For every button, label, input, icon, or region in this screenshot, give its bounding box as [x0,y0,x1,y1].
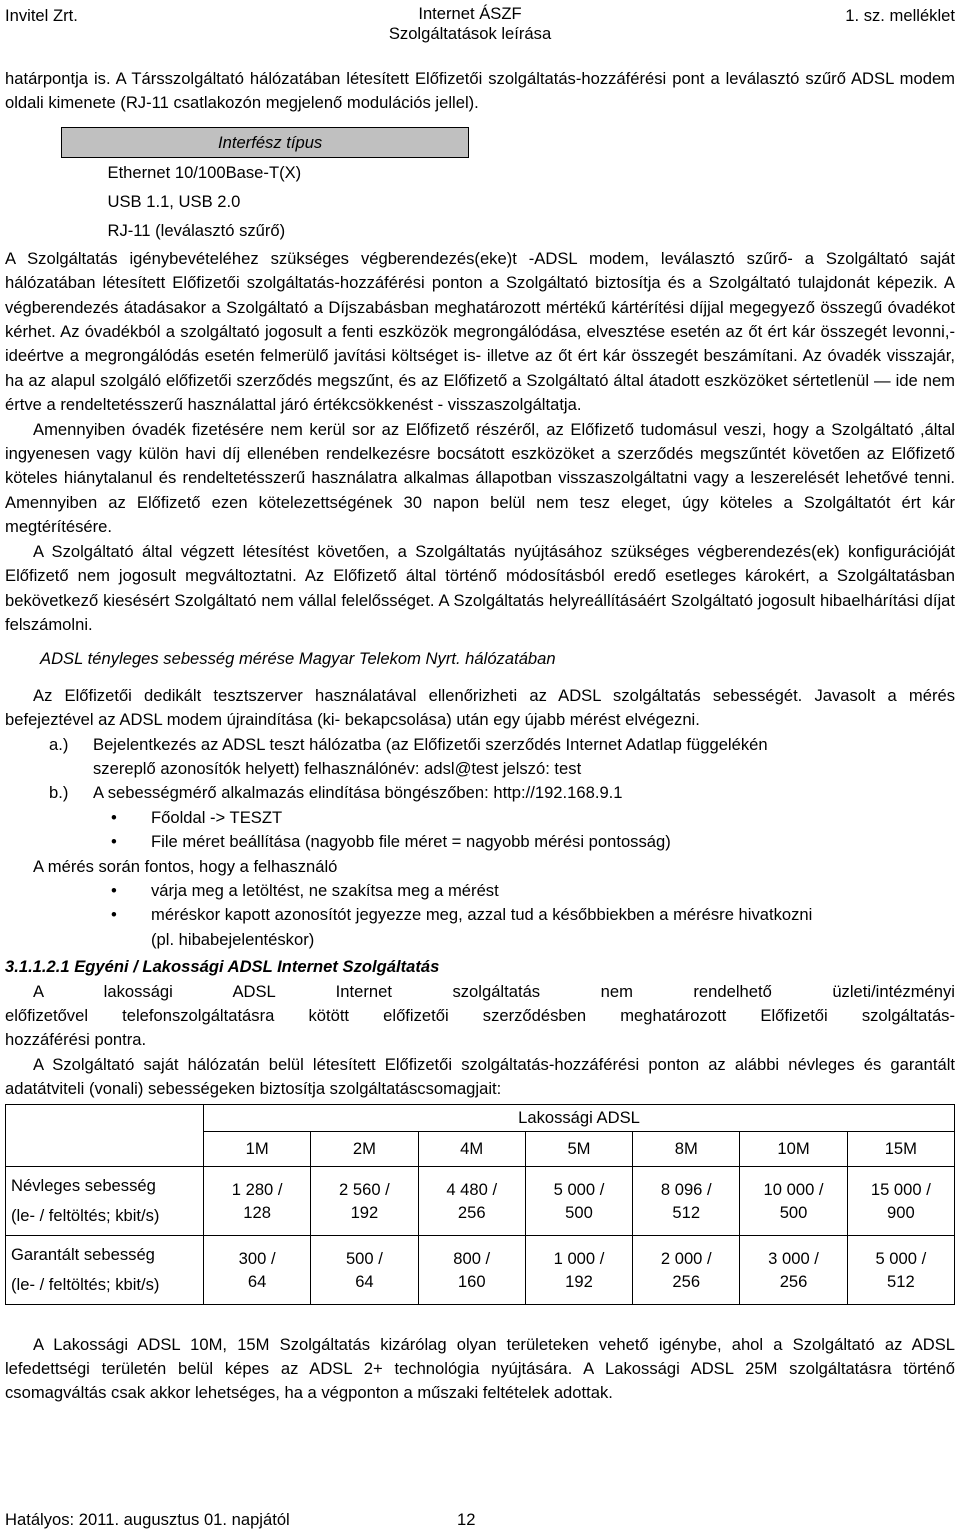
interface-table [61,127,469,245]
footer-effective-date: Hatályos: 2011. augusztus 01. napjától [5,1510,290,1529]
measurement-intro: Az Előfizetői dedikált tesztszerver használatával ellenőrizheti az ADSL szolgáltatás sebességét. Javasolt a mérés befejeztével az ADSL modem újraindítása (ki- bekapcsolása) után egy újabb mérést elvégezni. [5,685,955,730]
row-label-guaranteed: Garantált sebesség (le- / feltöltés; kbit/s) [6,1235,204,1304]
list-item: • méréskor kapott azonosítót jegyezze meg, azzal tud a későbbiekben a mérésre hivatkozni [111,903,955,927]
measurement-during: A mérés során fontos, hogy a felhasználó [33,856,338,876]
column-header: 5M [525,1131,632,1166]
step-a-line1: Bejelentkezés az ADSL teszt hálózatba (az Előfizetői szerződés Internet Adatlap függelékén [93,734,768,754]
interface-row: RJ-11 (leválasztó szűrő) [107,220,286,240]
list-item: • Főoldal -> TESZT [111,806,955,830]
section-paragraph: A Szolgáltató saját hálózatán belül létesített Előfizetői szolgáltatás-hozzáférési ponton az alábbi névleges és garantált adatátviteli (vonali) sebességeken biztosítja szolgáltatáscsomagjait: [5,1054,955,1099]
table-corner [6,1104,204,1166]
paragraph-configuration: A Szolgáltató által végzett létesítést követően, a Szolgáltatás nyújtásához szükséges végberendezés(ek) konfigurációját Előfizető nem jogosult megváltoztatni. Az Előfizető által történő módosításból eredő esetleges károkért, a Szolgáltatásban bekövetkező kiesésért Szolgáltató nem vállal felelősséget. A Szolgáltatás helyreállításáért Szolgáltató jogosult hibaelhárítási díjat felszámolni. [5,541,955,634]
table-cell: 2 560 / 192 [311,1166,418,1235]
table-cell: 4 480 / 256 [418,1166,525,1235]
table-cell: 5 000 / 512 [847,1235,954,1304]
column-header: 2M [311,1131,418,1166]
step-b-label: b.) [49,783,69,803]
interface-row: Ethernet 10/100Base-T(X) [107,162,302,182]
paragraph-equipment: A Szolgáltatás igénybevételéhez szükséges végberendezés(eke)t -ADSL modem, leválasztó szűrő- a Szolgáltató saját hálózatában létesített Előfizetői szolgáltatás-hozzáférési ponton a Szolgáltató biztosítja és a Szolgáltató tulajdonát képezik. A végberendezés átadásakor a Szolgáltató a Díjszabásban meghatározott mértékű kártérítési díjjal megegyező összegű óvadékot kérhet. Az óvadékból a szolgáltató jogosult a fenti eszközök megrongálódása, elvesztése esetén az őt ért kár összegét levonni,- ideértve a megrongálódás esetén felmerülő javítási költséget is- illetve az őt ért kár összegét beszámítani. Az óvadék visszajár, ha az alapul szolgáló előfizetői szerződés megszűnt, és az Előfizető a Szolgáltató által átadott eszközöket sértetlenül — ide nem értve a rendeltetésszerű használattal járó értékcsökkenést - visszaszolgáltatja. [5,248,955,415]
page-number: 12 [457,1510,476,1529]
table-cell: 800 / 160 [418,1235,525,1304]
paragraph-deposit: Amennyiben óvadék fizetésére nem kerül sor az Előfizető részéről, az Előfizető tudomásul veszi, hogy a Szolgáltató ,által ingyenesen vagy külön havi díj ellenében rendelkezésre bocsátott eszközöket a szerződés megszűntét követően az Előfizető köteles hiánytalanul és rendeltetésszerű használatra alkalmas állapotban visszaszolgáltatni vagy a leszerelését lehetővé tenni. Amennyiben az Előfizető ezen kötelezettségének 30 napon belül nem tesz eleget, úgy köteles a Szolgáltatót ért kár megtérítésére. [5,419,955,537]
table-cell: 1 280 / 128 [204,1166,311,1235]
measurement-steps [49,733,955,806]
column-header: 4M [418,1131,525,1166]
step-b [49,781,955,805]
page-header [5,4,955,44]
table-cell: 3 000 / 256 [740,1235,847,1304]
bullet-icon: • [111,880,117,900]
bullet-icon: • [111,807,117,827]
table-cell: 5 000 / 500 [525,1166,632,1235]
header-appendix: 1. sz. melléklet [845,6,955,25]
bullet-icon: • [111,832,117,852]
table-cell: 15 000 / 900 [847,1166,954,1235]
step-a [49,733,955,782]
table-cell: 500 / 64 [311,1235,418,1304]
measurement-sub-note: (pl. hibabejelentéskor) [151,929,315,949]
list-item: • várja meg a letöltést, ne szakítsa meg a mérést [111,879,955,903]
step-a-line2: szereplő azonosítók helyett) felhasználónév: adsl@test jelszó: test [93,758,582,778]
column-header: 15M [847,1131,954,1166]
table-cell: 8 096 / 512 [633,1166,740,1235]
table-row [6,1166,955,1235]
list-item: • File méret beállítása (nagyobb file méret = nagyobb mérési pontosság) [111,830,955,854]
table-cell: 2 000 / 256 [633,1235,740,1304]
document-body [5,67,955,1406]
table-row [6,1235,955,1304]
header-company: Invitel Zrt. [5,6,78,25]
section-line2: előfizetővel telefonszolgáltatásra kötött előfizetői szerződésben meghatározott Előfizetői szolgáltatás- [5,1006,955,1025]
header-doc-title: Internet ÁSZF [418,4,522,23]
step-a-label: a.) [49,734,69,754]
interface-table-header: Interfész típus [62,127,469,157]
row-label-nominal: Névleges sebesség (le- / feltöltés; kbit/s) [6,1166,204,1235]
adsl-speed-table [5,1104,955,1305]
header-center [385,4,555,44]
page-footer [5,1508,476,1532]
adsl-table-title: Lakossági ADSL [204,1104,955,1131]
measurement-heading: ADSL tényleges sebesség mérése Magyar Telekom Nyrt. hálózatában [40,649,556,669]
section-title: 3.1.1.2.1 Egyéni / Lakossági ADSL Internet Szolgáltatás [5,957,440,977]
column-header: 1M [204,1131,311,1166]
bullet-icon: • [111,905,117,925]
section-line1: A lakossági ADSL Internet szolgáltatás nem rendelhető üzleti/intézményi [33,981,955,1001]
column-header: 10M [740,1131,847,1166]
table-cell: 10 000 / 500 [740,1166,847,1235]
header-doc-subtitle: Szolgáltatások leírása [388,24,552,43]
step-b-line: A sebességmérő alkalmazás elindítása böngészőben: http://192.168.9.1 [93,783,623,803]
interface-row: USB 1.1, USB 2.0 [107,191,241,211]
intro-paragraph: határpontja is. A Társszolgáltató hálózatában létesített Előfizetői szolgáltatás-hozzáférési pont a leválasztó szűrő ADSL modem oldali kimenete (RJ-11 csatlakozón megjelenő modulációs jellel). [5,69,955,113]
column-header: 8M [633,1131,740,1166]
section-line3: hozzáférési pontra. [5,1030,147,1050]
closing-paragraph: A Lakossági ADSL 10M, 15M Szolgáltatás kizárólag olyan területeken vehető igénybe, ahol a Szolgáltató az ADSL lefedettségi területén belül képes az ADSL 2+ technológia nyújtására. A Lakossági ADSL 25M szolgáltatásra történő csomagváltás csak akkor lehetséges, ha a végponton a műszaki feltételek adottak. [5,1334,955,1403]
table-cell: 1 000 / 192 [525,1235,632,1304]
table-cell: 300 / 64 [204,1235,311,1304]
